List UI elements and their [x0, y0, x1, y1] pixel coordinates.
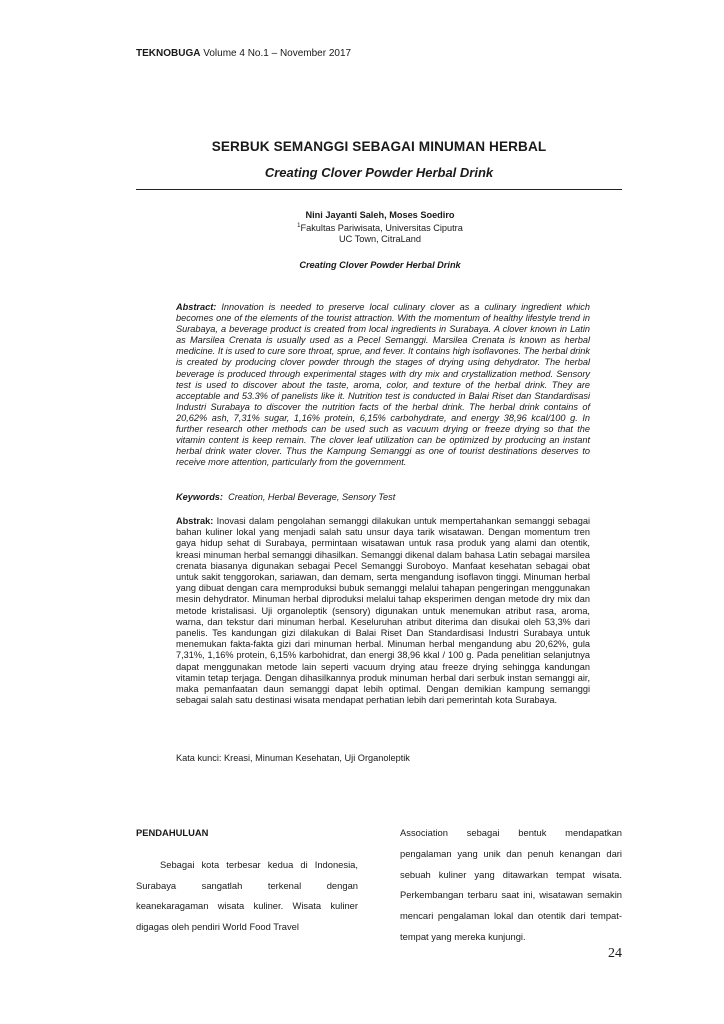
section-heading: PENDAHULUAN — [136, 827, 209, 838]
author-block — [230, 210, 530, 246]
body-column-left — [136, 823, 358, 938]
body-paragraph-left: Sebagai kota terbesar kedua di Indonesia, Surabaya sangatlah terkenal dengan keanekaragaman wisata kuliner. Wisata kuliner digagas oleh pendiri World Food Travel — [136, 858, 358, 933]
keywords — [176, 492, 590, 502]
body-paragraph-right: Association sebagai bentuk mendapatkan pengalaman yang unik dan penuh kenangan dari sebuah kuliner yang ditawarkan tempat wisata. Perkembangan terbaru saat ini, wisatawan semakin mencari pengalaman lokal dan otentik dari tempat-tempat yang mereka kunjungi. — [400, 827, 622, 942]
abstrak-text: Inovasi dalam pengolahan semanggi dilakukan untuk mempertahankan semanggi sebagai bahan kuliner lokal yang menjadi salah satu unsur daya tarik wisatawan. Dengan momentum tren gaya hidup sehat di Surabaya, permintaan wisatawan untuk rasa produk yang alami dan otentik, kreasi minuman herbal semanggi dihasilkan. Semanggi dikenal dalam bahasa Latin sebagai marsilea crenata biasanya digunakan sebagai Pecel Semanggi Suroboyo. Manfaat kesehatan sebagai obat untuk sakit tenggorokan, sariawan, dan demam, serta mengandung isoflavon tinggi. Minuman herbal yang dibuat dengan cara memproduksi bubuk semanggi melalui tahapan pengeringan menggunakan mesin dehydrator. Minuman herbal diproduksi melalui tahap eksperimen dengan metode dry mix dan metode kristalisasi. Uji organoleptik (sensory) digunakan untuk menemukan atribut rasa, aroma, warna, dan tekstur dari minuman herbal. Keseluruhan atribut diterima dan disukai oleh 53,3% dari panelis. Tes kandungan gizi dilakukan di Balai Riset Dan Standardisasi Industri Surabaya untuk menemukan fakta-fakta gizi dari minuman herbal. Minuman herbal mengandung abu 20,62%, gula 7,31%, 1,16% protein, 6,15% karbohidrat, dan energi 38,96 kkal / 100 g. Pada penelitian selanjutnya dapat menggunakan metode lain seperti vacuum drying atau freeze drying sehingga kandungan vitamin tetap terjaga. Dengan dihasilkannya produk minuman herbal dari serbuk instan semanggi air, maka pemanfaatan daun semanggi dapat lebih optimal. Dengan demikian kampung semanggi sebagai salah satu destinasi wisata mendapat perhatian lebih dari pemerintah kota Surabaya. — [176, 516, 590, 706]
body-column-right — [400, 823, 622, 948]
title-divider — [136, 189, 622, 190]
paper-subtitle: Creating Clover Powder Herbal Drink — [264, 165, 494, 180]
abstract-english — [176, 302, 590, 468]
english-title-repeat: Creating Clover Powder Herbal Drink — [299, 260, 461, 270]
affiliation-marker: 1 — [297, 223, 301, 230]
affiliation-line-1 — [230, 221, 530, 234]
abstract-indonesian — [176, 516, 590, 706]
page-number: 24 — [608, 946, 622, 961]
affiliation-text: Fakultas Pariwisata, Universitas Ciputra — [300, 223, 463, 234]
abstract-label: Abstract: — [176, 302, 217, 312]
keywords-label: Keywords: — [176, 492, 223, 502]
journal-name: TEKNOBUGA — [136, 48, 201, 59]
keywords-text: Creation, Herbal Beverage, Sensory Test — [228, 492, 396, 502]
affiliation-line-2: UC Town, CitraLand — [338, 234, 422, 245]
abstract-text: Innovation is needed to preserve local culinary clover as a culinary ingredient which becomes one of the elements of the tourist attraction. With the momentum of healthy lifestyle trend in Surabaya, a beverage product is created from local ingredients in Surabaya. A clover known in Latin as Marsilea Crenata is usually used as a Pecel Semanggi. Marsilea Crenata is known as herbal medicine. It is used to cure sore throat, sprue, and fever. It contains high isoflavones. The herbal drink is created by producing clover powder through the stages of drying using dehydrator. The herbal beverage is produced through experimental stages with dry mix and crystallization method. Sensory test is used to discover about the taste, aroma, color, and texture of the herbal drink. They are acceptable and 53.3% of panelists like it. Nutrition test is conducted in Balai Riset dan Standardisasi Industri Surabaya to discover the nutrition facts of the herbal drink. The herbal drink contains of 20,62% ash, 7,31% sugar, 1,16% protein, 6,15% carbohydrate, and energy 38,96 kcal/100 g. In further research other methods can be used such as vacuum drying or freeze drying so that the vitamin content is keep remain. The clover leaf utilization can be optimized by producing an instant herbal drink water clover. Thus the Kampung Semanggi as one of tourist destinations deserves to receive more attention, particularly from the government. — [176, 302, 590, 468]
abstrak-label: Abstrak: — [176, 516, 214, 526]
journal-issue: Volume 4 No.1 – November 2017 — [203, 48, 352, 59]
author-names: Nini Jayanti Saleh, Moses Soediro — [305, 210, 455, 220]
running-header — [136, 48, 351, 59]
kata-kunci: Kata kunci: Kreasi, Minuman Kesehatan, Uji Organoleptik — [176, 753, 410, 763]
paper-title: SERBUK SEMANGGI SEBAGAI MINUMAN HERBAL — [211, 139, 547, 154]
